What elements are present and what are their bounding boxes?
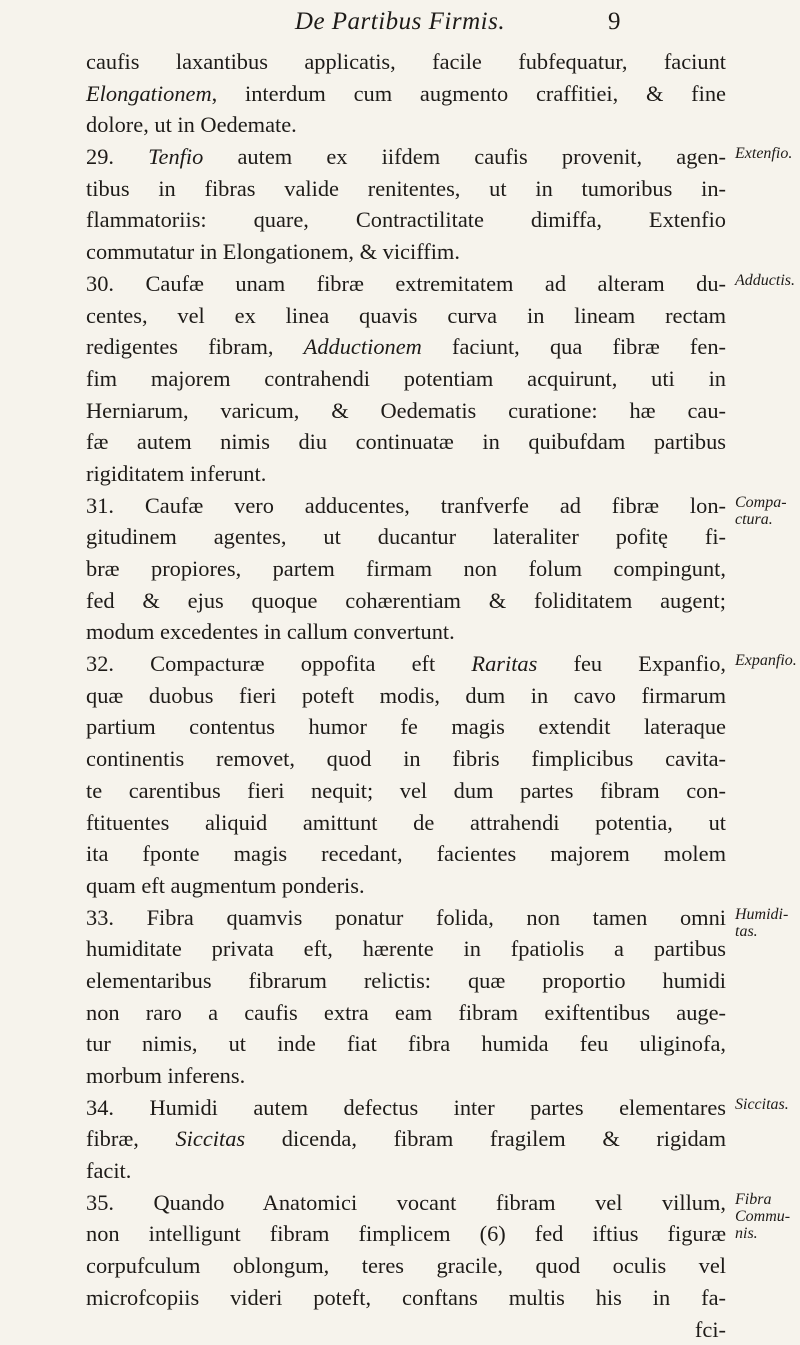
text-line [86, 1187, 726, 1219]
text-segment: 33. Fibra quamvis ponatur folida, non tamen omni [86, 905, 726, 930]
text-segment: rigiditatem inferunt. [86, 461, 266, 486]
italic-term: Siccitas [175, 1126, 245, 1151]
margin-note-adductio: Adductis. [735, 272, 800, 289]
margin-note-extensio: Extenfio. [735, 145, 800, 162]
text-line [86, 743, 726, 775]
text-segment: 34. Humidi autem defectus inter partes elementares [86, 1095, 726, 1120]
margin-note-siccitas: Siccitas. [735, 1096, 800, 1113]
text-line [86, 141, 726, 173]
text-line [86, 1155, 726, 1187]
text-line [86, 490, 726, 522]
text-line [86, 997, 726, 1029]
text-line [86, 616, 726, 648]
text-line [86, 363, 726, 395]
margin-note-fibra-communis: Fibra Commu- nis. [735, 1191, 800, 1242]
text-segment: partium contentus humor fe magis extendit lateraque [86, 714, 726, 739]
text-segment: bræ propiores, partem firmam non folum compingunt, [86, 556, 726, 581]
text-segment: , interdum cum augmento craffitiei, & fine [212, 81, 726, 106]
text-segment: corpufculum oblongum, teres gracile, quod oculis vel [86, 1253, 726, 1278]
text-segment: microfcopiis videri poteft, conftans multis his in fa- [86, 1285, 726, 1310]
text-line [86, 458, 726, 490]
text-segment: redigentes fibram, [86, 334, 304, 359]
text-line [86, 965, 726, 997]
text-segment: dolore, ut in Oedemate. [86, 112, 297, 137]
text-line [86, 300, 726, 332]
text-segment: non raro a caufis extra eam fibram exiftentibus auge- [86, 1000, 726, 1025]
text-line [86, 933, 726, 965]
text-segment: ftituentes aliquid amittunt de attrahendi potentia, ut [86, 810, 726, 835]
text-segment: modum excedentes in callum convertunt. [86, 619, 455, 644]
text-line [86, 870, 726, 902]
text-line [86, 173, 726, 205]
text-line [86, 648, 726, 680]
text-segment: 30. Caufæ unam fibræ extremitatem ad alteram du- [86, 271, 726, 296]
text-line [86, 807, 726, 839]
text-segment: quam eft augmentum ponderis. [86, 873, 365, 898]
text-segment: 29. [86, 144, 148, 169]
text-segment: facit. [86, 1158, 131, 1183]
text-segment: 32. Compacturæ oppofita eft [86, 651, 471, 676]
text-line [86, 46, 726, 78]
italic-term: Raritas [471, 651, 537, 676]
text-line [86, 553, 726, 585]
text-line [86, 1314, 726, 1345]
text-segment: humiditate privata eft, hærente in fpatiolis a partibus [86, 936, 726, 961]
text-segment: gitudinem agentes, ut ducantur lateraliter pofitę fi- [86, 524, 726, 549]
text-line [86, 204, 726, 236]
italic-term: Tenfio [148, 144, 203, 169]
text-segment: tibus in fibras valide renitentes, ut in tumoribus in- [86, 176, 726, 201]
margin-note-expansio: Expanfio. [735, 652, 800, 669]
text-line [86, 521, 726, 553]
text-line [86, 1092, 726, 1124]
italic-term: Adductionem [304, 334, 422, 359]
text-segment: autem ex iifdem caufis provenit, agen- [203, 144, 726, 169]
text-segment: non intelligunt fibram fimplicem (6) fed iftius figuræ [86, 1221, 726, 1246]
text-line [86, 680, 726, 712]
text-segment: 35. Quando Anatomici vocant fibram vel villum, [86, 1190, 726, 1215]
text-line [86, 1218, 726, 1250]
text-line [86, 1123, 726, 1155]
text-line [86, 109, 726, 141]
text-segment: caufis laxantibus applicatis, facile fubfequatur, faciunt [86, 49, 726, 74]
text-segment: tur nimis, ut inde fiat fibra humida feu uliginofa, [86, 1031, 726, 1056]
margin-note-humiditas: Humidi- tas. [735, 906, 800, 940]
text-segment: ita fponte magis recedant, facientes majorem molem [86, 841, 726, 866]
text-segment: 31. Caufæ vero adducentes, tranfverfe ad fibræ lon- [86, 493, 726, 518]
text-segment: faciunt, qua fibræ fen- [422, 334, 726, 359]
text-line [86, 775, 726, 807]
text-segment: fæ autem nimis diu continuatæ in quibufdam partibus [86, 429, 726, 454]
text-line [86, 426, 726, 458]
text-segment: fci- [695, 1317, 726, 1342]
text-segment: quæ duobus fieri poteft modis, dum in cavo firmarum [86, 683, 726, 708]
text-line [86, 585, 726, 617]
text-segment: fed & ejus quoque cohærentiam & foliditatem augent; [86, 588, 726, 613]
text-line [86, 78, 726, 110]
text-segment: continentis removet, quod in fibris fimplicibus cavita- [86, 746, 726, 771]
text-line [86, 1028, 726, 1060]
text-line [86, 331, 726, 363]
text-segment: te carentibus fieri nequit; vel dum partes fibram con- [86, 778, 726, 803]
text-segment: fibræ, [86, 1126, 175, 1151]
text-segment: fim majorem contrahendi potentiam acquirunt, uti in [86, 366, 726, 391]
text-segment: morbum inferens. [86, 1063, 245, 1088]
text-line [86, 395, 726, 427]
text-line [86, 902, 726, 934]
text-segment: dicenda, fibram fragilem & rigidam [245, 1126, 726, 1151]
text-line [86, 838, 726, 870]
text-segment: Herniarum, varicum, & Oedematis curatione: hæ cau- [86, 398, 726, 423]
running-title: De Partibus Firmis. [235, 8, 565, 36]
margin-note-compactura: Compa- ctura. [735, 494, 800, 528]
page-number: 9 [608, 8, 621, 36]
text-segment: flammatoriis: quare, Contractilitate dimiffa, Extenfio [86, 207, 726, 232]
text-line [86, 1060, 726, 1092]
text-line [86, 1282, 726, 1314]
text-segment: centes, vel ex linea quavis curva in lineam rectam [86, 303, 726, 328]
text-line [86, 711, 726, 743]
text-segment: elementaribus fibrarum relictis: quæ proportio humidi [86, 968, 726, 993]
text-line [86, 236, 726, 268]
page-header [0, 8, 800, 42]
body-text [86, 46, 726, 1345]
italic-term: Elongationem [86, 81, 212, 106]
text-segment: feu Expanfio, [537, 651, 726, 676]
text-line [86, 268, 726, 300]
text-segment: commutatur in Elongationem, & viciffim. [86, 239, 460, 264]
text-line [86, 1250, 726, 1282]
